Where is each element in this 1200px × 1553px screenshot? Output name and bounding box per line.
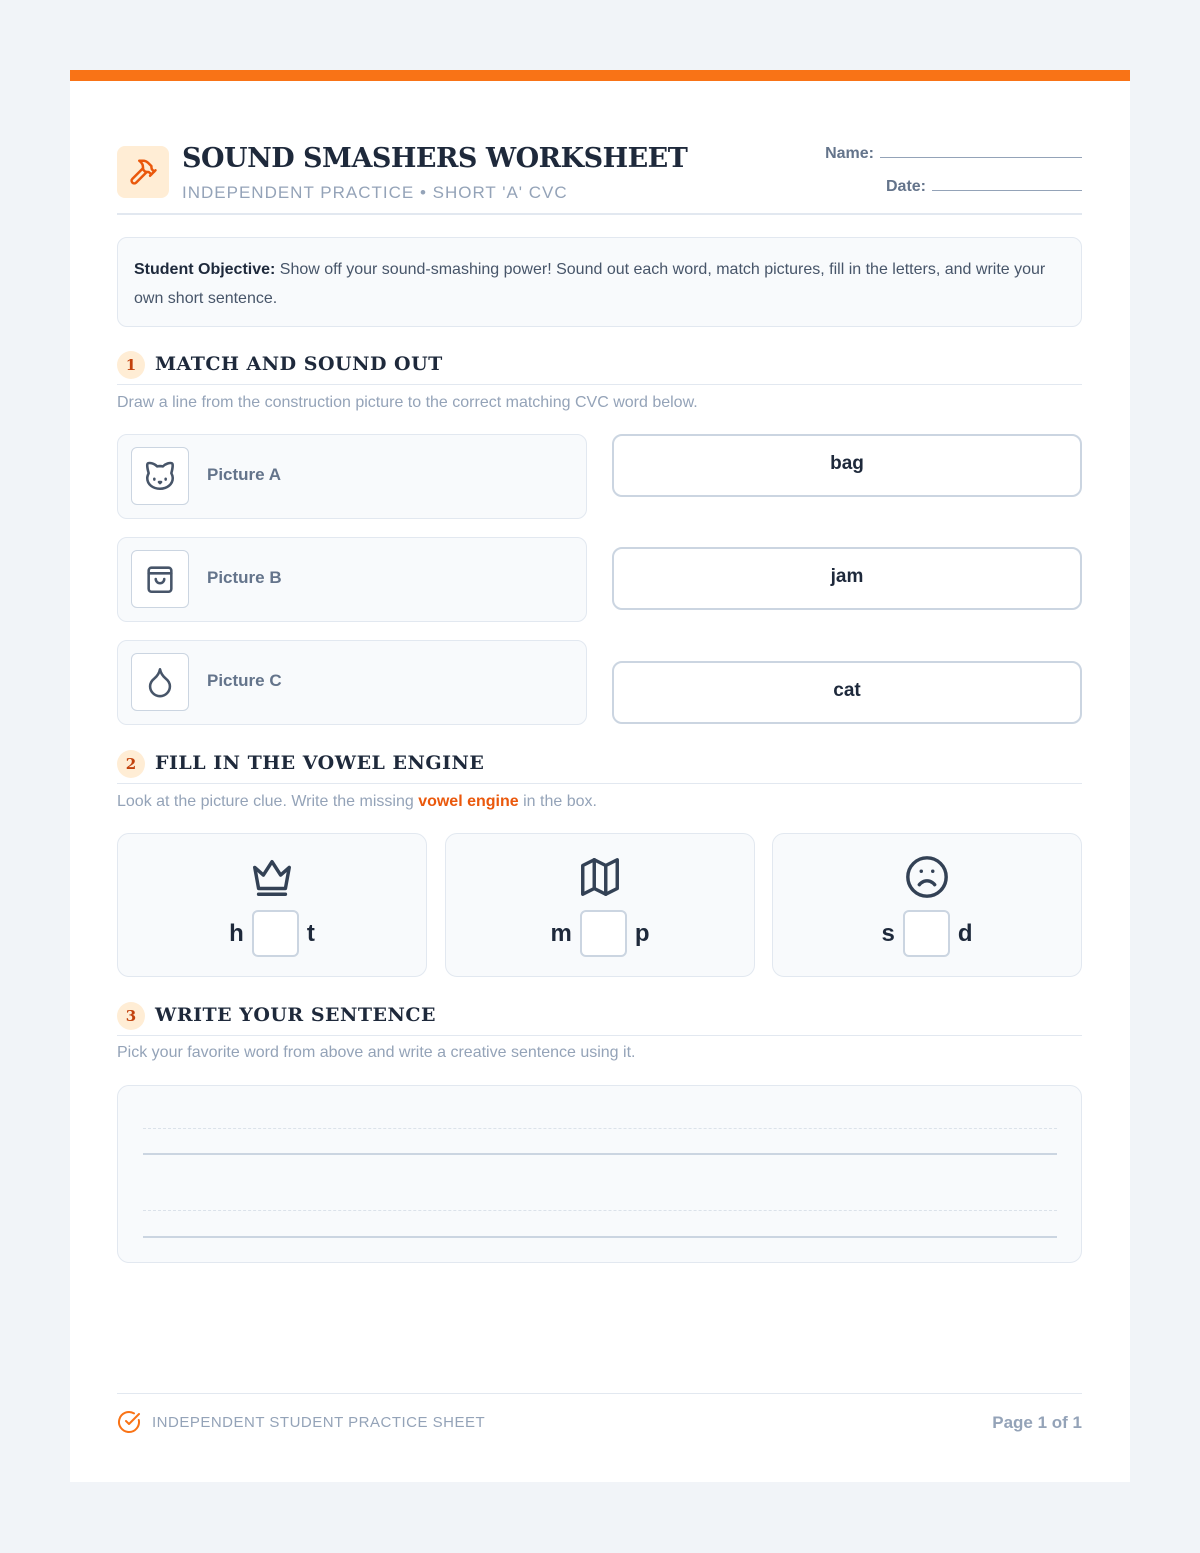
page-subtitle: INDEPENDENT PRACTICE • SHORT 'A' CVC [182, 183, 568, 202]
guide-line-dashed [143, 1210, 1057, 1211]
writing-line [143, 1236, 1057, 1238]
name-field[interactable] [825, 144, 1082, 163]
sad-face-icon [773, 854, 1081, 900]
name-label: Name: [825, 145, 874, 162]
word-card-cat[interactable]: cat [612, 661, 1082, 724]
first-letter: s [881, 919, 895, 947]
map-icon [446, 854, 754, 900]
writing-line [143, 1153, 1057, 1155]
vowel-input-box[interactable] [252, 910, 299, 957]
picture-label: Picture A [207, 465, 282, 484]
picture-label: Picture B [207, 568, 282, 587]
vowel-card-sad [772, 833, 1082, 977]
section-number: 3 [117, 1002, 145, 1030]
cvc-word-row [446, 910, 754, 957]
cat-icon [131, 447, 189, 505]
objective-label: Student Objective: [134, 261, 276, 278]
check-circle-icon [117, 1410, 141, 1439]
name-line[interactable] [880, 144, 1082, 158]
word-card-jam[interactable]: jam [612, 547, 1082, 610]
hammer-icon [117, 146, 169, 198]
section-2-heading [117, 750, 1082, 784]
first-letter: m [550, 919, 572, 947]
instruction-text: in the box. [518, 793, 597, 810]
first-letter: h [229, 919, 244, 947]
section-3-instruction: Pick your favorite word from above and write a creative sentence using it. [117, 1044, 636, 1061]
picture-card-c[interactable] [117, 640, 587, 725]
section-number: 2 [117, 750, 145, 778]
sentence-writing-area[interactable] [117, 1085, 1082, 1263]
last-letter: d [957, 919, 973, 947]
drop-icon [131, 653, 189, 711]
picture-label: Picture C [207, 671, 282, 690]
footer-label: INDEPENDENT STUDENT PRACTICE SHEET [152, 1414, 486, 1431]
cvc-word-row [773, 910, 1081, 957]
objective-text: Show off your sound-smashing power! Sound out each word, match pictures, fill in the letters, and write your own short sentence. [134, 261, 1046, 307]
vowel-engine-highlight: vowel engine [418, 793, 519, 810]
section-title: WRITE YOUR SENTENCE [155, 1004, 437, 1026]
section-title: MATCH AND SOUND OUT [155, 353, 443, 375]
vowel-input-box[interactable] [580, 910, 627, 957]
section-1-heading [117, 351, 1082, 385]
date-line[interactable] [932, 177, 1082, 191]
student-objective [117, 237, 1082, 327]
section-title: FILL IN THE VOWEL ENGINE [155, 752, 485, 774]
section-1-instruction: Draw a line from the construction picture to the correct matching CVC word below. [117, 394, 698, 411]
instruction-text: Look at the picture clue. Write the missing [117, 793, 419, 810]
last-letter: p [634, 919, 650, 947]
section-3-heading [117, 1002, 1082, 1036]
picture-card-b[interactable] [117, 537, 587, 622]
page-number: Page 1 of 1 [992, 1413, 1082, 1432]
word-card-bag[interactable]: bag [612, 434, 1082, 497]
section-number: 1 [117, 351, 145, 379]
page-title: SOUND SMASHERS WORKSHEET [182, 143, 688, 174]
picture-card-a[interactable] [117, 434, 587, 519]
vowel-card-map [445, 833, 755, 977]
last-letter: t [306, 919, 315, 947]
vowel-input-box[interactable] [903, 910, 950, 957]
bag-icon [131, 550, 189, 608]
date-label: Date: [885, 178, 926, 195]
date-field[interactable] [886, 177, 1082, 196]
worksheet-page [70, 70, 1130, 1482]
header [117, 135, 1082, 215]
vowel-card-hat [117, 833, 427, 977]
guide-line-dashed [143, 1128, 1057, 1129]
footer [117, 1393, 1082, 1453]
cvc-word-row [118, 910, 426, 957]
section-2-instruction [117, 793, 597, 811]
crown-icon [118, 854, 426, 900]
